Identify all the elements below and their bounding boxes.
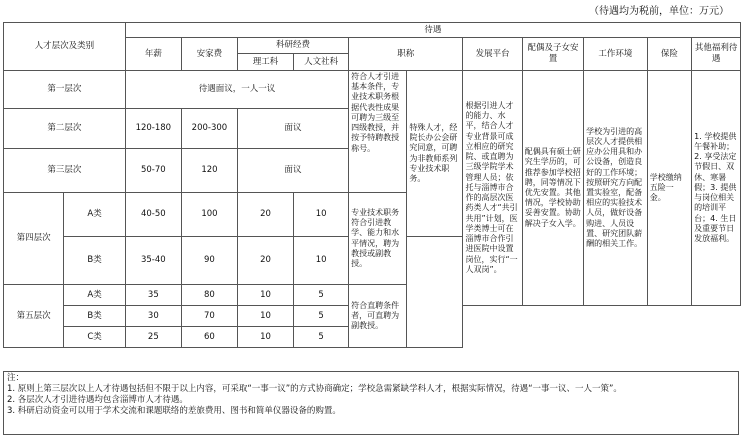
level5b-settle: 70 bbox=[181, 306, 237, 327]
level4-label: 第四层次 bbox=[4, 193, 64, 285]
title-text-bottom: 符合直聘条件者，可直聘为副教授。 bbox=[349, 285, 407, 348]
level5a-salary: 35 bbox=[125, 285, 181, 306]
level4a-hum: 10 bbox=[294, 193, 349, 237]
header-platform: 发展平台 bbox=[463, 38, 522, 71]
title-text-mid1: 特殊人才，经院长办公会研究同意，可聘为非教师系列专业技术职务。 bbox=[407, 71, 463, 237]
level3-settle: 120 bbox=[181, 149, 237, 193]
level4b-hum: 10 bbox=[294, 237, 349, 285]
insurance-text: 学校缴纳五险一金。 bbox=[647, 71, 691, 306]
header-sci-eng: 理工科 bbox=[237, 54, 293, 71]
level5b-salary: 30 bbox=[125, 306, 181, 327]
note-3: 3. 科研启动资金可以用于学术交流和课题联络的差旅费用、图书和简单仪器设备的购置。 bbox=[7, 406, 341, 417]
level4b-sub: B类 bbox=[64, 237, 125, 285]
header-benefits: 待遇 bbox=[125, 23, 740, 38]
level5b-sci: 10 bbox=[237, 306, 293, 327]
level5-label: 第五层次 bbox=[4, 285, 64, 348]
header-settle: 安家费 bbox=[181, 38, 237, 71]
unit-note: （待遇均为税前，单位：万元） bbox=[589, 6, 729, 17]
level5c-hum: 5 bbox=[294, 327, 349, 348]
header-category: 人才层次及类别 bbox=[4, 23, 126, 71]
level1-content: 待遇面议，一人一议 bbox=[125, 71, 348, 109]
notes-section bbox=[3, 371, 739, 435]
note-1: 1. 原则上第三层次以上人才待遇包括但不限于以上内容，可采取“一事一议”的方式协商确定；学校急需紧缺学科人才，根据实际情况，待遇“一事一议、一人一策”。 bbox=[7, 384, 622, 395]
level5c-sci: 10 bbox=[237, 327, 293, 348]
level4b-settle: 90 bbox=[181, 237, 237, 285]
level4a-settle: 100 bbox=[181, 193, 237, 237]
notes-title: 注： bbox=[7, 373, 25, 383]
level2-salary: 120-180 bbox=[125, 109, 181, 149]
level5c-salary: 25 bbox=[125, 327, 181, 348]
level5a-sci: 10 bbox=[237, 285, 293, 306]
env-text: 学校为引进的高层次人才提供相应办公用具和办公设备，创造良好的工作环境；按照研究方向配置实验室，配备相应的实验技术人员，做好设备购进、人员设置、研究团队薪酬的相关工作。 bbox=[584, 71, 648, 306]
level5a-hum: 5 bbox=[294, 285, 349, 306]
level4b-salary: 35-40 bbox=[125, 237, 181, 285]
level5c-settle: 60 bbox=[181, 327, 237, 348]
level4a-salary: 40-50 bbox=[125, 193, 181, 237]
level4a-sci: 20 bbox=[237, 193, 293, 237]
level3-salary: 50-70 bbox=[125, 149, 181, 193]
level4b-sci: 20 bbox=[237, 237, 293, 285]
level4a-sub: A类 bbox=[64, 193, 125, 237]
level5b-sub: B类 bbox=[64, 306, 125, 327]
level5c-sub: C类 bbox=[64, 327, 125, 348]
talent-benefits-table bbox=[3, 22, 741, 348]
level3-research: 面议 bbox=[237, 149, 348, 193]
header-title: 职称 bbox=[349, 38, 463, 71]
header-insurance: 保险 bbox=[647, 38, 691, 71]
title-text-mid2: 专业技术职务符合引进教学、能力和水平情况，聘为教授或副教授。 bbox=[349, 193, 407, 285]
platform-text: 根据引进人才的能力、水平，结合人才专业背景可成立相应的研究院、或直聘为三级学院学术管理人员；依托与淄博市合作的高层次医药类人才“共引共用”计划，医学类博士可在淄博市合作引进医院中设置岗位，实行“一人双岗”。 bbox=[463, 71, 522, 306]
title-empty-cell bbox=[407, 237, 463, 348]
level5a-sub: A类 bbox=[64, 285, 125, 306]
level5a-settle: 80 bbox=[181, 285, 237, 306]
level2-settle: 200-300 bbox=[181, 109, 237, 149]
header-hum-soc: 人文社科 bbox=[294, 54, 349, 71]
header-research: 科研经费 bbox=[237, 38, 348, 54]
header-env: 工作环境 bbox=[584, 38, 648, 71]
note-2: 2. 各层次人才引进待遇均包含淄博市人才待遇。 bbox=[7, 395, 188, 406]
other-text: 1. 学校提供午餐补助；2. 享受法定节假日、双休、寒暑假；3. 提供与岗位相关的培训平台；4. 生日及重要节日发放福利。 bbox=[692, 71, 741, 306]
level5b-hum: 5 bbox=[294, 306, 349, 327]
header-spouse: 配偶及子女安置 bbox=[522, 38, 583, 71]
level2-research: 面议 bbox=[237, 109, 348, 149]
header-other: 其他福利待遇 bbox=[692, 38, 741, 71]
spouse-text: 配偶具有硕士研究生学历的，可推荐参加学校招聘，同等情况下优先安置。其他情况，学校协助妥善安置。协助解决子女入学。 bbox=[522, 71, 583, 306]
level3-label: 第三层次 bbox=[4, 149, 126, 193]
title-text-top: 符合人才引进基本条件，专业技术职务根据代表性成果可聘为三级至四级教授，并按予特聘教授称号。 bbox=[349, 71, 407, 193]
level1-label: 第一层次 bbox=[4, 71, 126, 109]
level2-label: 第二层次 bbox=[4, 109, 126, 149]
header-salary: 年薪 bbox=[125, 38, 181, 71]
